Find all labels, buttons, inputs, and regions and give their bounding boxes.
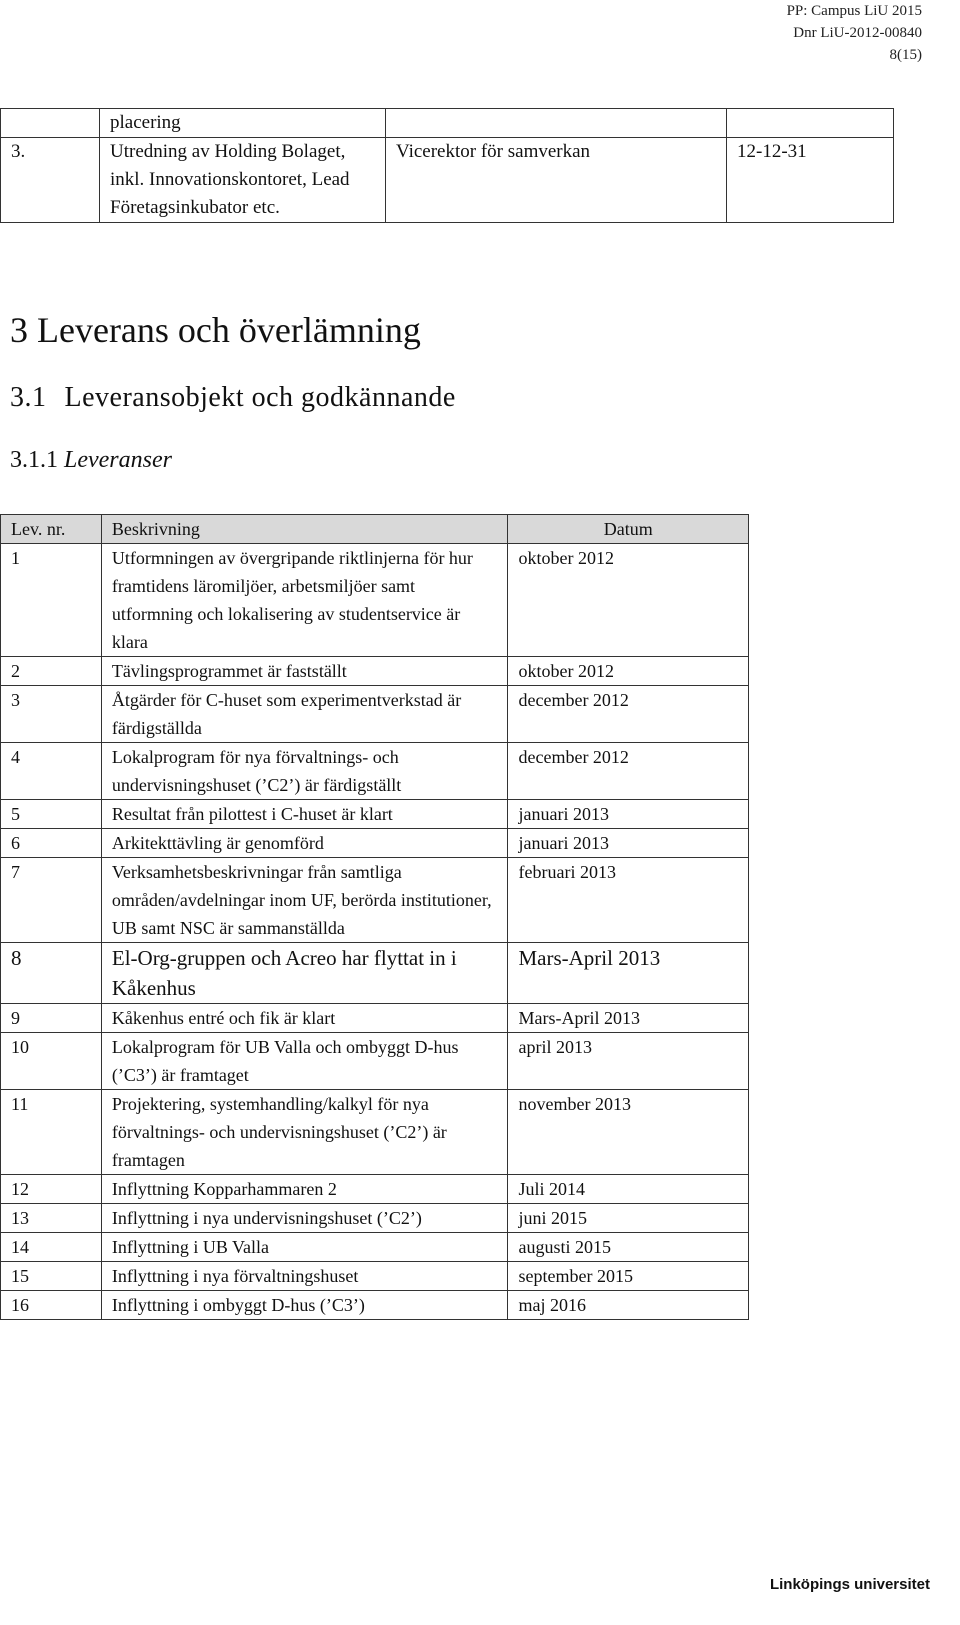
- row-number: 15: [1, 1262, 102, 1291]
- subsection-heading: [10, 382, 456, 414]
- table-row: [1, 109, 894, 138]
- table-row: [1, 743, 749, 800]
- row-number: [1, 109, 100, 138]
- row-responsible: [386, 109, 727, 138]
- row-description: Inflyttning i nya förvaltningshuset: [101, 1262, 508, 1291]
- section-heading: 3 Leverans och överlämning: [10, 310, 421, 350]
- row-number: 3.: [1, 138, 100, 223]
- row-number: 11: [1, 1090, 102, 1175]
- continuation-table: [0, 108, 894, 223]
- row-description: Inflyttning i UB Valla: [101, 1233, 508, 1262]
- row-number: 7: [1, 858, 102, 943]
- project-name: PP: Campus LiU 2015: [786, 3, 922, 19]
- row-number: 3: [1, 686, 102, 743]
- row-date: maj 2016: [508, 1291, 749, 1320]
- table-row: [1, 1033, 749, 1090]
- row-description: Projektering, systemhandling/kalkyl för nya förvaltnings- och undervisningshuset (’C2’) är framtagen: [101, 1090, 508, 1175]
- university-logo: Linköpings universitet: [769, 1576, 930, 1593]
- row-description: Resultat från pilottest i C-huset är klart: [101, 800, 508, 829]
- row-description: Lokalprogram för nya förvaltnings- och undervisningshuset (’C2’) är färdigställt: [101, 743, 508, 800]
- row-number: 16: [1, 1291, 102, 1320]
- table-row: [1, 138, 894, 223]
- row-description: Åtgärder för C-huset som experimentverkstad är färdigställda: [101, 686, 508, 743]
- table-row: [1, 1262, 749, 1291]
- table-row: [1, 800, 749, 829]
- table-row: [1, 1204, 749, 1233]
- row-number: 13: [1, 1204, 102, 1233]
- row-date: januari 2013: [508, 829, 749, 858]
- row-number: 9: [1, 1004, 102, 1033]
- row-date: Mars-April 2013: [508, 1004, 749, 1033]
- row-date: februari 2013: [508, 858, 749, 943]
- row-description: Utformningen av övergripande riktlinjerna för hur framtidens läromiljöer, arbetsmiljöer samt utformning och lokalisering av studentservice är klara: [101, 544, 508, 657]
- subsubsection-title: Leveranser: [64, 447, 172, 473]
- row-date: 12-12-31: [727, 138, 894, 223]
- row-date: oktober 2012: [508, 544, 749, 657]
- row-description: Inflyttning i ombyggt D-hus (’C3’): [101, 1291, 508, 1320]
- row-description: Inflyttning Kopparhammaren 2: [101, 1175, 508, 1204]
- row-number: 6: [1, 829, 102, 858]
- table-row: [1, 1175, 749, 1204]
- header-number: Lev. nr.: [1, 515, 102, 544]
- document-number: Dnr LiU-2012-00840: [793, 25, 922, 41]
- row-date: juni 2015: [508, 1204, 749, 1233]
- subsection-title: Leveransobjekt och godkännande: [64, 382, 456, 413]
- row-number: 5: [1, 800, 102, 829]
- header-date: Datum: [508, 515, 749, 544]
- row-date: december 2012: [508, 686, 749, 743]
- table-row: [1, 544, 749, 657]
- table-row: [1, 1090, 749, 1175]
- row-description: Inflyttning i nya undervisningshuset (’C2’): [101, 1204, 508, 1233]
- table-row: [1, 1004, 749, 1033]
- table-row: [1, 657, 749, 686]
- row-description: Tävlingsprogrammet är fastställt: [101, 657, 508, 686]
- row-number: 4: [1, 743, 102, 800]
- page-number: 8(15): [889, 47, 922, 63]
- table-row: [1, 858, 749, 943]
- subsubsection-heading: [10, 447, 172, 474]
- header-description: Beskrivning: [101, 515, 508, 544]
- deliverables-table: [0, 514, 749, 1320]
- row-responsible: Vicerektor för samverkan: [386, 138, 727, 223]
- row-date: september 2015: [508, 1262, 749, 1291]
- row-number: 8: [1, 943, 102, 1004]
- row-number: 1: [1, 544, 102, 657]
- row-date: december 2012: [508, 743, 749, 800]
- table-row: [1, 829, 749, 858]
- table-row: [1, 943, 749, 1004]
- row-description: Arkitekttävling är genomförd: [101, 829, 508, 858]
- row-date: Juli 2014: [508, 1175, 749, 1204]
- deliverables-body: [1, 544, 749, 1320]
- row-date: Mars-April 2013: [508, 943, 749, 1004]
- row-item: Utredning av Holding Bolaget, inkl. Innovationskontoret, Lead Företagsinkubator etc.: [100, 138, 386, 223]
- row-description: Kåkenhus entré och fik är klart: [101, 1004, 508, 1033]
- row-description: El-Org-gruppen och Acreo har flyttat in i Kåkenhus: [101, 943, 508, 1004]
- row-date: augusti 2015: [508, 1233, 749, 1262]
- row-description: Lokalprogram för UB Valla och ombyggt D-hus (’C3’) är framtaget: [101, 1033, 508, 1090]
- row-date: [727, 109, 894, 138]
- table-row: [1, 686, 749, 743]
- row-description: Verksamhetsbeskrivningar från samtliga områden/avdelningar inom UF, berörda institutioner, UB samt NSC är sammanställda: [101, 858, 508, 943]
- row-date: april 2013: [508, 1033, 749, 1090]
- row-date: november 2013: [508, 1090, 749, 1175]
- row-number: 12: [1, 1175, 102, 1204]
- row-number: 10: [1, 1033, 102, 1090]
- table-row: [1, 1233, 749, 1262]
- row-date: oktober 2012: [508, 657, 749, 686]
- row-date: januari 2013: [508, 800, 749, 829]
- document-header: [787, 0, 922, 66]
- row-number: 2: [1, 657, 102, 686]
- table-row: [1, 1291, 749, 1320]
- row-item: placering: [100, 109, 386, 138]
- table-header-row: [1, 515, 749, 544]
- row-number: 14: [1, 1233, 102, 1262]
- subsubsection-number: 3.1.1: [10, 447, 58, 473]
- subsection-number: 3.1: [10, 382, 47, 413]
